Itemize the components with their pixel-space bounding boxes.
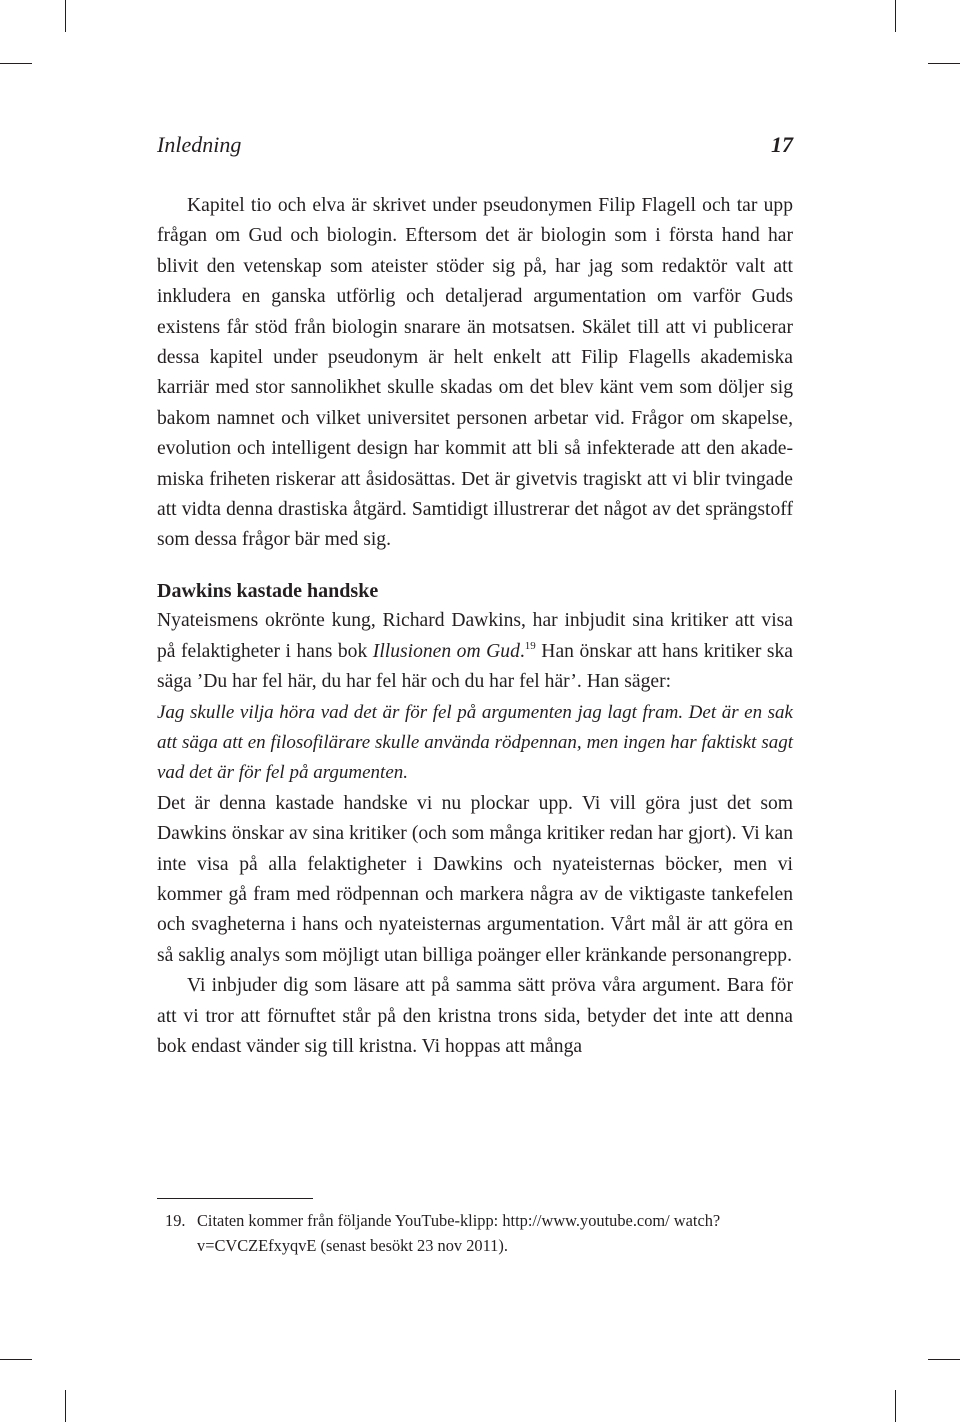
crop-mark <box>65 0 66 32</box>
footnote <box>157 1208 793 1258</box>
paragraph-text: Nyateismens okrönte kung, Richard Dawkins, har inbjudit sina kritiker att visa på felaktigheter i hans bok <box>157 610 793 662</box>
paragraph: Kapitel tio och elva är skrivet under pseudonymen Filip Flagell och tar upp frågan om Gud och biologin. Eftersom det är biologin som i första hand har blivit den vetenskap som ateister stöder sig på, har jag som redaktör valt att inkludera en ganska utförlig och detaljerad argumentation om varför Guds existens får stöd från biologin snarare än motsatsen. Skälet till att vi publicerar dessa kapitel under pseudonym är helt enkelt att Filip Flagells akademiska karriär med stor sannolikhet skulle skadas om det blev känt vem som döljer sig bakom namnet och vilket universitet personen arbetar vid. Frågor om skapelse, evolution och intelligent design har kommit att bli så infekterade att den akademiska friheten riskerar att åsidosättas. Det är givetvis tragiskt att vi blir tvingade att vidta denna drastiska åtgärd. Samtidigt illustrerar det något av det sprängstoff som dessa frågor bär med sig. <box>157 195 793 551</box>
footnote-rule <box>157 1198 313 1199</box>
crop-mark <box>928 63 960 64</box>
crop-mark <box>0 63 32 64</box>
paragraph: Vi inbjuder dig som läsare att på samma sätt pröva våra argument. Bara för att vi tror att förnuftet står på den kristna trons sida, betyder det inte att denna bok endast vänder sig till kristna. Vi hoppas att många <box>157 975 793 1057</box>
footnote-text: Citaten kommer från följande YouTube-klipp: http://www.youtube.com/ watch?v=CVCZEfxyqvE (senast besökt 23 nov 2011). <box>197 1211 721 1255</box>
running-head <box>157 132 793 164</box>
block-quote: Jag skulle vilja höra vad det är för fel på argumenten jag lagt fram. Det är en sak att säga att en filosofilärare skulle använda rödpennan, men ingen har faktiskt sagt vad det är för fel på argumenten. <box>157 701 793 784</box>
crop-mark <box>928 1359 960 1360</box>
crop-mark <box>895 0 896 32</box>
paragraph-text: Han önskar att hans kritiker ska säga ’Du har fel här, du har fel här och du har fel här’. Han säger: <box>157 640 793 693</box>
paragraph <box>157 606 793 697</box>
crop-mark <box>895 1390 896 1422</box>
crop-mark <box>0 1359 32 1360</box>
running-title: Inledning <box>157 132 242 157</box>
page-number: 17 <box>771 132 793 157</box>
footnote-reference: 19 <box>524 639 536 652</box>
body-text <box>157 191 793 1062</box>
section-heading: Dawkins kastade handske <box>157 579 379 602</box>
book-title: Illusionen om Gud <box>372 640 520 662</box>
crop-mark <box>65 1390 66 1422</box>
paragraph-text: . <box>519 640 525 662</box>
paragraph: Det är denna kastade handske vi nu plockar upp. Vi vill göra just det som Dawkins önskar av sina kritiker (och som många kritiker redan har gjort). Vi kan inte visa på alla felaktigheter i Dawkins och nyateisternas böcker, men vi kommer gå fram med rödpennan och markera några av de viktigaste tankefelen och svagheterna i hans och nyateisternas argumentation. Vårt mål är att göra en så saklig analys som möjligt utan billiga poänger eller kränkande personangrepp. <box>157 792 793 966</box>
footnote-number: 19. <box>165 1211 186 1230</box>
